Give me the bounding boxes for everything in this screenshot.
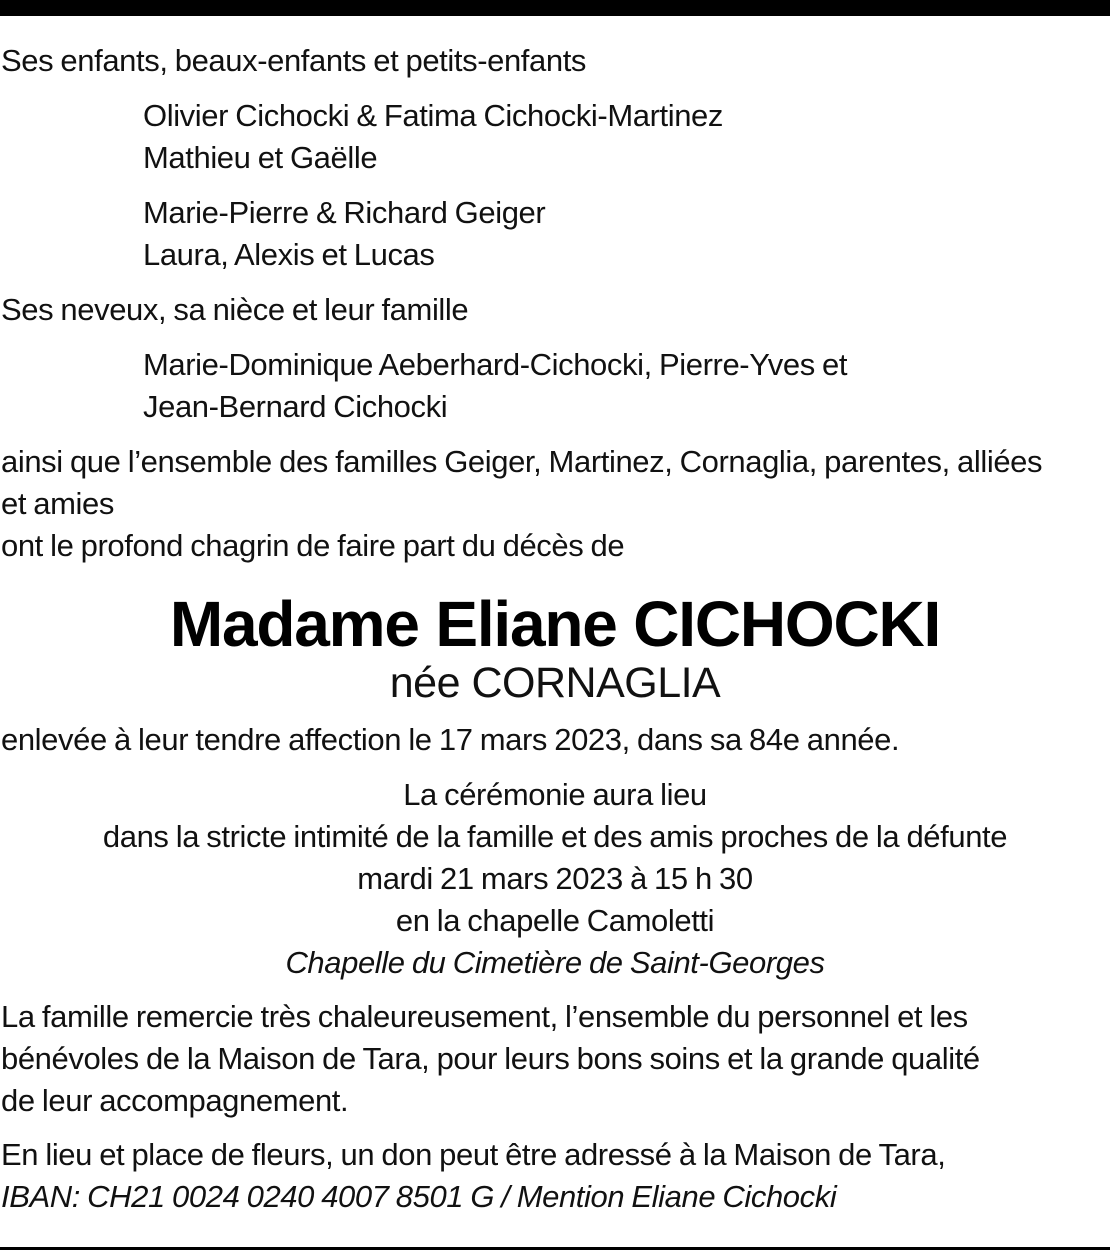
- donation-iban-line: IBAN: CH21 0024 0240 4007 8501 G / Mention Eliane Cichocki: [1, 1179, 837, 1214]
- thanks-line-1: La famille remercie très chaleureusement, l’ensemble du personnel et les: [1, 999, 968, 1034]
- ceremony-line-2: dans la stricte intimité de la famille et des amis proches de la défunte: [102, 819, 1008, 854]
- death-statement: enlevée à leur tendre affection le 17 mars 2023, dans sa 84e année.: [1, 722, 900, 757]
- children-group-1-line-1: Olivier Cichocki & Fatima Cichocki-Martinez: [143, 98, 723, 133]
- nephews-heading: Ses neveux, sa nièce et leur famille: [1, 292, 469, 327]
- maiden-name: née CORNAGLIA: [389, 659, 721, 707]
- bottom-border-rule: [0, 1247, 1110, 1250]
- ceremony-date-time: mardi 21 mars 2023 à 15 h 30: [357, 861, 753, 896]
- notice-content: [1, 40, 1109, 1218]
- extended-family-line-1: ainsi que l’ensemble des familles Geiger, Martinez, Cornaglia, parentes, alliées: [1, 444, 1043, 479]
- deceased-name: Madame Eliane CICHOCKI: [169, 588, 941, 660]
- top-border-rule: [0, 0, 1110, 16]
- announcement-text: ont le profond chagrin de faire part du décès de: [1, 528, 625, 563]
- thanks-line-2: bénévoles de la Maison de Tara, pour leurs bons soins et la grande qualité: [1, 1041, 980, 1076]
- donation-line-1: En lieu et place de fleurs, un don peut être adressé à la Maison de Tara,: [1, 1137, 946, 1172]
- children-group-2-line-2: Laura, Alexis et Lucas: [143, 237, 435, 272]
- nephews-line-2: Jean-Bernard Cichocki: [143, 389, 448, 424]
- children-group-1-line-2: Mathieu et Gaëlle: [143, 140, 378, 175]
- children-heading: Ses enfants, beaux-enfants et petits-enfants: [1, 43, 587, 78]
- nephews-line-1: Marie-Dominique Aeberhard-Cichocki, Pierre-Yves et: [143, 347, 848, 382]
- children-group-2-line-1: Marie-Pierre & Richard Geiger: [143, 195, 546, 230]
- ceremony-venue-detail: Chapelle du Cimetière de Saint-Georges: [285, 945, 825, 980]
- thanks-line-3: de leur accompagnement.: [1, 1083, 349, 1118]
- extended-family-line-2: et amies: [1, 486, 114, 521]
- ceremony-line-1: La cérémonie aura lieu: [403, 777, 707, 812]
- ceremony-venue: en la chapelle Camoletti: [395, 903, 715, 938]
